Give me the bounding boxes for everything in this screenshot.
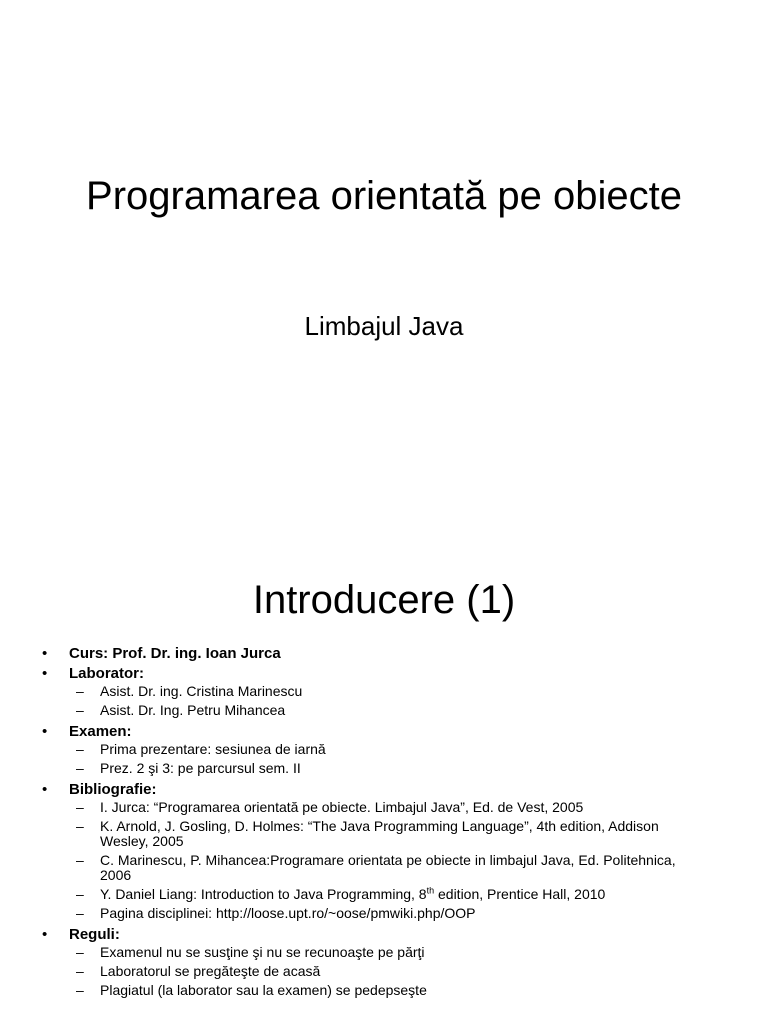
sub-item-text: I. Jurca: “Programarea orientată pe obiecte. Limbajul Java”, Ed. de Vest, 2005 bbox=[100, 799, 584, 815]
dash-icon: – bbox=[76, 799, 84, 815]
slide-introducere bbox=[0, 512, 768, 1024]
sub-item-text: Laboratorul se pregăteşte de acasă bbox=[100, 963, 321, 979]
sub-item bbox=[0, 906, 768, 921]
dash-icon: – bbox=[76, 982, 84, 998]
sub-item bbox=[0, 887, 768, 902]
dash-icon: – bbox=[76, 818, 84, 834]
sub-item-text: Asist. Dr. ing. Cristina Marinescu bbox=[100, 683, 303, 699]
bullet-label: Curs: Prof. Dr. ing. Ioan Jurca bbox=[69, 645, 281, 662]
sub-item bbox=[0, 853, 768, 883]
sub-item bbox=[0, 742, 768, 757]
sub-item-text: Asist. Dr. Ing. Petru Mihancea bbox=[100, 702, 286, 718]
bullet-icon: • bbox=[42, 645, 48, 662]
sub-item-text: Prez. 2 şi 3: pe parcursul sem. II bbox=[100, 760, 301, 776]
slide-heading: Introducere (1) bbox=[252, 578, 516, 622]
sub-item-text: Prima prezentare: sesiunea de iarnă bbox=[100, 741, 326, 757]
sub-item bbox=[0, 819, 768, 849]
sub-item-text: Plagiatul (la laborator sau la examen) se pedepseşte bbox=[100, 982, 427, 998]
bullet-item bbox=[0, 925, 768, 945]
dash-icon: – bbox=[76, 741, 84, 757]
bullet-list bbox=[0, 644, 768, 1002]
sub-item bbox=[0, 800, 768, 815]
dash-icon: – bbox=[76, 852, 84, 868]
bullet-label: Examen: bbox=[69, 723, 132, 740]
sub-item bbox=[0, 684, 768, 699]
bullet-item bbox=[0, 664, 768, 684]
sub-item bbox=[0, 964, 768, 979]
dash-icon: – bbox=[76, 702, 84, 718]
bullet-icon: • bbox=[42, 781, 48, 798]
sub-item-text: Y. Daniel Liang: Introduction to Java Programming, 8th edition, Prentice Hall, 2010 bbox=[100, 885, 606, 902]
presentation-title: Programarea orientată pe obiecte bbox=[86, 174, 682, 218]
dash-icon: – bbox=[76, 886, 84, 902]
dash-icon: – bbox=[76, 963, 84, 979]
dash-icon: – bbox=[76, 905, 84, 921]
sub-item-text: K. Arnold, J. Gosling, D. Holmes: “The Java Programming Language”, 4th edition, Addison Wesley, 2005 bbox=[100, 818, 659, 849]
dash-icon: – bbox=[76, 760, 84, 776]
bullet-icon: • bbox=[42, 665, 48, 682]
bullet-label: Bibliografie: bbox=[69, 781, 157, 798]
dash-icon: – bbox=[76, 944, 84, 960]
bullet-item bbox=[0, 722, 768, 742]
sub-item-text: C. Marinescu, P. Mihancea:Programare orientata pe obiecte in limbajul Java, Ed. Politehnica, 2006 bbox=[100, 852, 676, 883]
presentation-subtitle: Limbajul Java bbox=[304, 311, 464, 341]
bullet-label: Reguli: bbox=[69, 926, 120, 943]
sub-item-text: Examenul nu se susţine şi nu se recunoaşte pe părţi bbox=[100, 944, 425, 960]
sub-item bbox=[0, 945, 768, 960]
sub-item bbox=[0, 983, 768, 998]
bullet-icon: • bbox=[42, 723, 48, 740]
bullet-label: Laborator: bbox=[69, 665, 144, 682]
sub-item bbox=[0, 703, 768, 718]
bullet-item bbox=[0, 644, 768, 664]
bullet-item bbox=[0, 780, 768, 800]
bullet-icon: • bbox=[42, 926, 48, 943]
sub-item bbox=[0, 761, 768, 776]
dash-icon: – bbox=[76, 683, 84, 699]
sub-item-text: Pagina disciplinei: http://loose.upt.ro/~oose/pmwiki.php/OOP bbox=[100, 905, 476, 921]
